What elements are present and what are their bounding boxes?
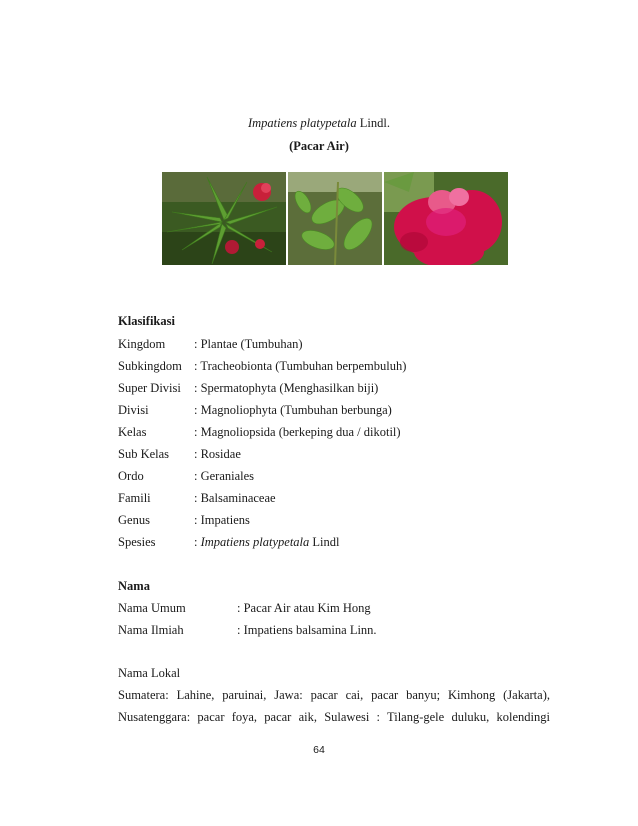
green-leaves-photo — [288, 172, 382, 265]
row-label: Kelas — [118, 425, 147, 439]
classification-heading: Klasifikasi — [118, 314, 175, 328]
species-italic: Impatiens platypetala — [200, 535, 310, 549]
row-label: Sub Kelas — [118, 447, 170, 461]
row-value: : Impatiens — [194, 513, 250, 527]
photo-strip — [162, 172, 508, 265]
red-flower-photo — [384, 172, 508, 265]
row-value: : Magnoliopsida (berkeping dua / dikotil) — [194, 425, 401, 439]
names-heading: Nama — [118, 579, 150, 593]
row-label: Ordo — [118, 469, 144, 483]
author-name: Lindl. — [359, 116, 390, 130]
local-names-line: Sumatera: Lahine, paruinai, Jawa: pacar cai, pacar banyu; Kimhong (Jakarta), — [118, 688, 550, 702]
row-label: Divisi — [118, 403, 149, 417]
page-number: 64 — [313, 744, 325, 756]
row-value: : Rosidae — [194, 447, 241, 461]
row-label: Spesies — [118, 535, 156, 549]
row-label: Genus — [118, 513, 150, 527]
row-value: : Balsaminaceae — [194, 491, 276, 505]
row-value: : Plantae (Tumbuhan) — [194, 337, 303, 351]
scientific-name: Impatiens platypetala — [247, 116, 357, 130]
row-label: Kingdom — [118, 337, 166, 351]
species-prefix: : — [194, 535, 201, 549]
species-suffix: Lindl — [309, 535, 340, 549]
local-names-heading: Nama Lokal — [118, 666, 181, 680]
local-names-paragraph — [118, 688, 550, 703]
row-label: Nama Umum — [118, 601, 186, 615]
local-names-paragraph — [118, 710, 550, 725]
local-names-line: Nusatenggara: pacar foya, pacar aik, Sulawesi : Tilang-gele duluku, kolendingi — [118, 710, 550, 724]
species-value — [194, 535, 340, 550]
row-label: Super Divisi — [118, 381, 181, 395]
row-value: : Impatiens balsamina Linn. — [237, 623, 377, 637]
row-value: : Pacar Air atau Kim Hong — [237, 601, 371, 615]
row-value: : Spermatophyta (Menghasilkan biji) — [194, 381, 379, 395]
row-value: : Tracheobionta (Tumbuhan berpembuluh) — [194, 359, 407, 373]
plant-title — [0, 116, 638, 131]
plant-leaves-photo — [162, 172, 286, 265]
row-value: : Magnoliophyta (Tumbuhan berbunga) — [194, 403, 392, 417]
row-label: Famili — [118, 491, 151, 505]
row-label: Nama Ilmiah — [118, 623, 184, 637]
common-name-heading: (Pacar Air) — [289, 139, 349, 153]
row-label: Subkingdom — [118, 359, 182, 373]
row-value: : Geraniales — [194, 469, 255, 483]
